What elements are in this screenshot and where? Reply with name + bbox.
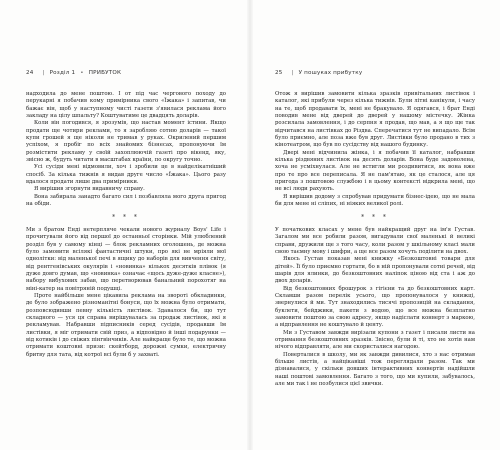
paragraph: Я вирішив додому з спробував придумати бізнес-ідею, що не мала би для мене ні сліпих, ні ніяких великої ролі.: [275, 193, 475, 208]
paragraph: Я вирішив згорнути видавничу справу.: [34, 186, 145, 193]
header-dot: •: [80, 70, 84, 76]
right-section-2: [275, 227, 475, 389]
right-body-text: [275, 91, 475, 388]
section-separator: * * *: [361, 213, 389, 221]
header-divider: |: [42, 70, 45, 76]
paragraph: Поверталися в школу, ми як завжди дивилися, хто з нас отримав більше листів, а найцікавіші тож переглядали разом. Так ми дізнавалися, у скільки довших інтерактивних конвертів надійшли наші поштові замовлення. Багато з того, що ми купили, забувалось, але ми так і не позбулися цієї звички.: [275, 351, 475, 388]
paragraph: Вона забирала занадто багато сил і позбавляла мого друга пригод на обіди.: [26, 193, 226, 208]
paragraph: Коли він погодився, я зрозумів, що настав момент істини. Якщо продати ще чотири реклами, то я заробляю сотню доларів — такої купи грошей я ще ніколи не тримав у руках. Окрилений першим успіхом, я пробіг по всіх знайомих бізнесах, пропонуючи їм розмістити рекламу у своїй захоплюючій газеті про вікенд, яку, звісно ж, будуть читати в масштабах країни, по округу точно.: [26, 120, 226, 164]
right-page-number: 25: [275, 70, 283, 76]
left-page-number: 24: [26, 70, 34, 76]
header-divider: |: [291, 70, 294, 76]
paragraph: Ми з Густавом завжди вирізали купони з газет і писали листи на отримання безкоштовних зразків. Звісно, були й ті, хто не хотів нам нічого відправляти, але ми скористалися нагодою.: [275, 329, 475, 351]
paragraph: Двері мені відчинила жінка, і я побачив її каталог, набравши кілька різдвяних листівок на десять доларів. Вона буде задоволена, хоча не усміхнулася. Але не встигли ми роздивитися, як вона вже про те про все переписала. Я не пам'ятаю, як це сталося, але ця пригода з поштовою службою і в цьому контексті відкрила мені, що не всі люди рахують.: [275, 149, 475, 193]
right-running-head: [275, 70, 475, 79]
left-section-1: [26, 91, 226, 209]
paragraph: Усі сусіди мені відмовили, хоч і зробили це в найделікатніший спосіб. За кілька тижнів я видав друге число «Їжака». Цього разу вдалося продати лише два примірники.: [26, 164, 226, 186]
book-gutter: [247, 0, 253, 450]
paragraph: У початкових класах у мене був найкращий друг на ім'я Густав. Загалом ми все робили разом, вигадували свої маленькі й великі справи, дружили ще з того часу, коли разом у шкільному класі мали свою таємну мову і шифри, а ще все разом хочуть поділити на двох.: [275, 226, 475, 255]
left-section-label: Розділ 1: [49, 70, 76, 76]
left-page: [26, 70, 226, 359]
paragraph: Проте найбільше мене цікавила реклама на звороті обкладинки, де було зображено різноманітні бонуси, що їх можна було отримати, розповсюдивши певну кількість листівок. Здавалося би, що тут складного — уся ця справа вирішувалась за продаж листівок, які я рекламував. Набравши підписників серед сусідів, продавши їм листівки, я міг отримати свій приз, а відповідно й інші подарунки — від котиків і до свіжих пінгвінчиків. Але найкраще було те, що можна отримати коштовні призи: скейтборд, дорожні сумки, електричну бритву для тата, від котрої всі були б у захваті.: [26, 292, 226, 358]
paragraph: Отож я вирішив замовити кілька зразків привітальних листівок і каталог, які прибули через кілька тижнів. Були літні канікули, і часу на те, щоб продавати їх, мені не бракувало. Я одягався, і брат Енді поводив мене від дверей до дверей у нашому містечку. Жінка розсилала замовлення, і до серпня я продав, що мав, а я що ще так відчитався на листівках до Різдва. Сперечатися тут не випадало. Всім було приємно, але поза вже був друг. Листівки було продано в тих з кінотеатром, що був по сусідству від нашого будинку.: [275, 91, 475, 149]
left-running-title: ПРИБУТОК: [88, 70, 122, 76]
left-section-2: [26, 227, 226, 359]
left-body-text: [26, 91, 226, 359]
paragraph: Якось Густав показав мені книжку «Безкоштовні товари для дітей». Її було приємно гортати, бо в ній пропонували сотні речей, від шарів для ялинки, до безкоштовних наліпок ціною від ста і аж до двох доларів.: [275, 256, 475, 285]
right-running-title: У пошуках прибутку: [298, 70, 363, 76]
paragraph: надходила до мене поштою. І от під час чергового походу до перукарні я побачив кому примірника свого «Їжака» і запитав, чи бажає він, щоб у наступному чисті газети з'явилася реклама його закладу на цілу шпальту? Коштуватиме це двадцять доларів.: [26, 91, 226, 120]
left-running-head: [26, 70, 226, 79]
paragraph: Ми з братом Енді нетерпляче чекали нового журналу Boys' Life і прочитували його від першої до останньої сторінки. Мій улюблений розділ був у самому кінці — блок рекламних оголошень, де можна було замовити всілякі фантастичні штуки, про які не мріяли мої однолітки: від маленької печі в ящику до наборів для вивчення світу, від рентгенівських окулярів і «новинка» кількох десятків плівок (я дуже довго думав, що «новинка» означає «щось дуже-дуже класне»), набору вибухових забав, що перетворював банальний порохотяг на міні-катер на повітряній подушці.: [26, 226, 226, 292]
right-section-1: [275, 91, 475, 209]
paragraph: Від безкоштовних брошурок з гігієни та до безкоштовних карт. Склавши разом перелік усього, що пропонувалося у книжці, звернулися й ми. Тут знаходились тисячі пропозицій на складання, буклети, бейджики, пакети з водою, що все можна безплатно замовити поштою за свою адресу, якщо надіслати конверт з маркою, а відправлення не коштувало й центу.: [275, 285, 475, 329]
section-separator: * * *: [112, 213, 140, 221]
right-page: [275, 70, 475, 388]
